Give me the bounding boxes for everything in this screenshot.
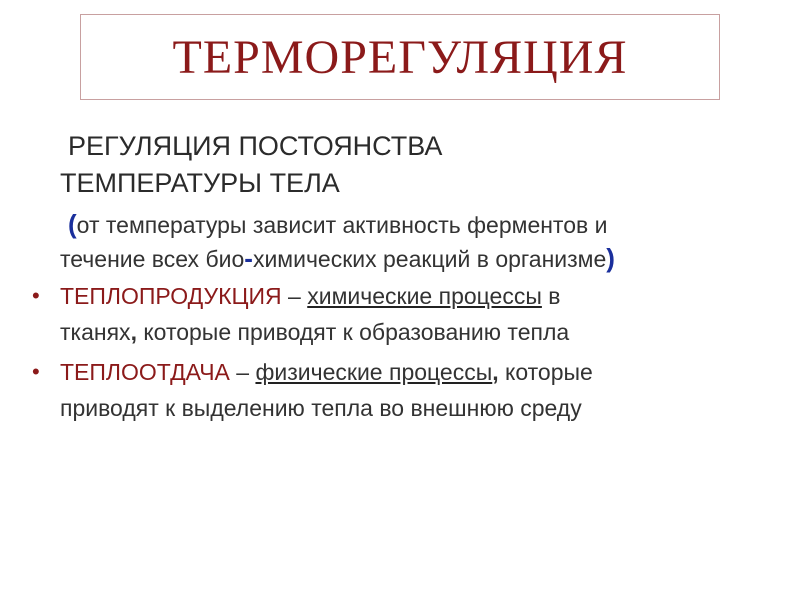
note-line-1-text: от температуры зависит активность ферментов и [76, 212, 608, 238]
intro-line-1: РЕГУЛЯЦИЯ ПОСТОЯНСТВА [68, 131, 443, 161]
close-paren: ) [606, 243, 615, 273]
slide-content [30, 128, 770, 430]
bullet-line-2: приводят к выделению тепла во внешнюю среду [60, 395, 582, 421]
bullet-comma: , [492, 359, 499, 385]
list-item [30, 278, 770, 350]
term-heat-transfer: ТЕПЛООТДАЧА [60, 359, 230, 385]
note-text [30, 208, 770, 276]
list-item [30, 354, 770, 426]
underlined-phrase: физические процессы [255, 359, 493, 385]
bullet-comma: , [130, 319, 137, 345]
bullet-line-1 [60, 354, 770, 390]
note-line-2a: течение всех био [60, 246, 245, 272]
bullet-icon: • [32, 359, 40, 384]
open-paren: ( [68, 209, 77, 239]
slide-title: ТЕРМОРЕГУЛЯЦИЯ [172, 30, 628, 84]
bullet-icon: • [32, 283, 40, 308]
note-line-1 [60, 208, 770, 242]
bullet-line-2b: которые приводят к образованию тепла [136, 319, 570, 345]
note-line-2 [60, 242, 770, 276]
title-box [80, 14, 720, 100]
bullet-rest: в [541, 283, 561, 309]
bullet-line-1 [60, 278, 770, 314]
underlined-phrase: химические процессы [307, 283, 542, 309]
note-line-2b: химических реакций в организме [252, 246, 607, 272]
bullet-dash: – [229, 359, 256, 385]
intro-line-2: ТЕМПЕРАТУРЫ ТЕЛА [60, 168, 340, 198]
term-heat-production: ТЕПЛОПРОДУКЦИЯ [60, 283, 282, 309]
bullet-line-2 [60, 314, 770, 350]
intro-text [30, 128, 770, 202]
bullet-dash: – [281, 283, 308, 309]
bullet-line-2a: тканях [60, 319, 131, 345]
bullet-rest: которые [498, 359, 593, 385]
bullet-list [30, 278, 770, 426]
note-hyphen: - [244, 243, 253, 273]
